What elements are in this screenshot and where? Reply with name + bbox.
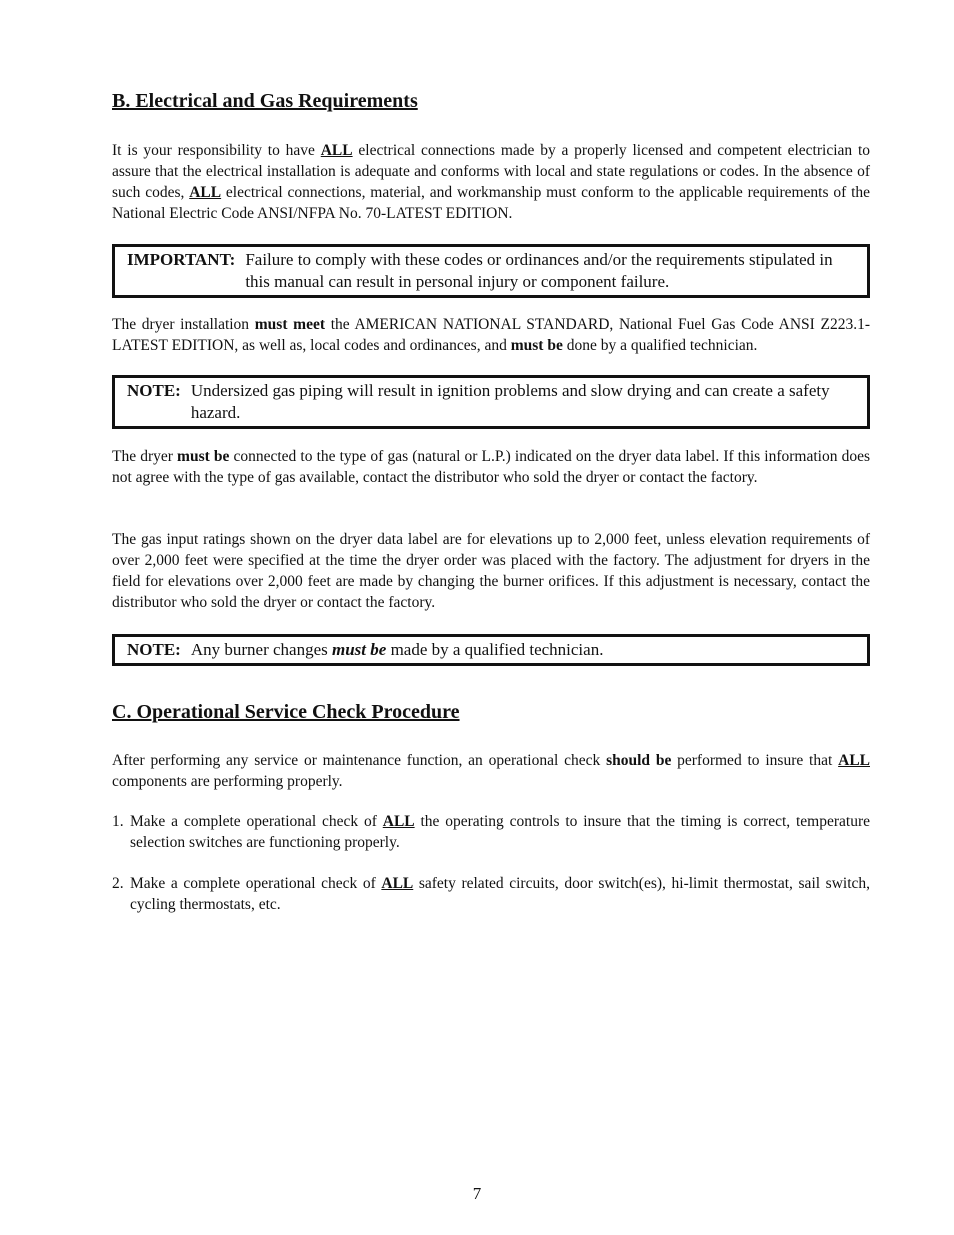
- note-burner-box: [112, 634, 870, 666]
- list-item: [112, 811, 870, 853]
- list-number: 1.: [112, 813, 124, 830]
- text: done by a qualified technician.: [562, 337, 758, 354]
- emphasis-all: ALL: [381, 875, 414, 892]
- note-label: NOTE:: [127, 381, 181, 400]
- emphasis-must-be: must be: [332, 640, 387, 659]
- emphasis-must-be: must be: [510, 337, 563, 354]
- text: the operating controls to insure that the timing is correct, temperature selection switches are functioning properly.: [130, 813, 871, 851]
- note-text: [191, 639, 855, 661]
- emphasis-should-be: should be: [606, 752, 672, 769]
- note-label: NOTE:: [127, 640, 181, 659]
- page-number: 7: [472, 1184, 482, 1203]
- text: Make a complete operational check of: [130, 875, 382, 892]
- emphasis-all: ALL: [320, 142, 353, 159]
- important-text: Failure to comply with these codes or ordinances and/or the requirements stipulated in this manual can result in personal injury or component failure.: [245, 250, 833, 291]
- important-notice-box: [112, 244, 870, 298]
- important-label: IMPORTANT:: [127, 250, 236, 269]
- emphasis-all: ALL: [189, 184, 222, 201]
- text: It is your responsibility to have: [112, 142, 321, 159]
- text: safety related circuits, door switch(es), hi-limit thermostat, sail switch, cycling thermostats, etc.: [130, 875, 870, 913]
- text: made by a qualified technician.: [386, 640, 604, 659]
- emphasis-all: ALL: [838, 752, 870, 769]
- paragraph-gas-type: [112, 446, 870, 488]
- paragraph-installation: [112, 314, 870, 356]
- text: components are performing properly.: [112, 773, 343, 790]
- paragraph-gas-ratings: The gas input ratings shown on the dryer data label are for elevations up to 2,000 feet, unless elevation requirements of over 2,000 feet were specified at the time the dryer order was placed with the factory. The adjustment for dryers in the field for elevations over 2,000 feet are made by changing the burner orifices. If this adjustment is necessary, contact the distributor who sold the dryer or contact the factory.: [112, 531, 870, 611]
- note-gas-piping-box: [112, 375, 870, 429]
- text: electrical connections made by a properly licensed and competent electrician to assure that the electrical installation is adequate and conforms with local and state regulations or codes. In the absence of such codes,: [112, 142, 871, 201]
- section-b-heading: B. Electrical and Gas Requirements: [112, 90, 418, 112]
- paragraph-electrical: [112, 140, 870, 224]
- note-text: Undersized gas piping will result in ignition problems and slow drying and can create a safety hazard.: [190, 381, 830, 422]
- list-text: [130, 873, 870, 915]
- text: performed to insure that: [671, 752, 839, 769]
- emphasis-must-be: must be: [177, 448, 230, 465]
- text: connected to the type of gas (natural or L.P.) indicated on the dryer data label. If this information does not agree with the type of gas available, contact the distributor who sold the dryer or contact the factory.: [112, 448, 870, 486]
- emphasis-all: ALL: [382, 813, 415, 830]
- list-text: [130, 811, 870, 853]
- text: the AMERICAN NATIONAL STANDARD, National Fuel Gas Code ANSI Z223.1-LATEST EDITION, as well as, local codes and ordinances, and: [112, 316, 870, 354]
- text: electrical connections, material, and workmanship must conform to the applicable requirements of the National Electric Code ANSI/NFPA No. 70-LATEST EDITION.: [112, 184, 871, 222]
- list-number: 2.: [112, 875, 124, 892]
- text: Any burner changes: [190, 640, 332, 659]
- list-item: [112, 873, 870, 915]
- emphasis-must-meet: must meet: [254, 316, 325, 333]
- paragraph-service-intro: [112, 750, 870, 792]
- text: The dryer installation: [112, 316, 255, 333]
- section-c-heading: C. Operational Service Check Procedure: [112, 701, 460, 723]
- text: After performing any service or maintenance function, an operational check: [112, 752, 607, 769]
- text: The dryer: [112, 448, 178, 465]
- text: Make a complete operational check of: [130, 813, 383, 830]
